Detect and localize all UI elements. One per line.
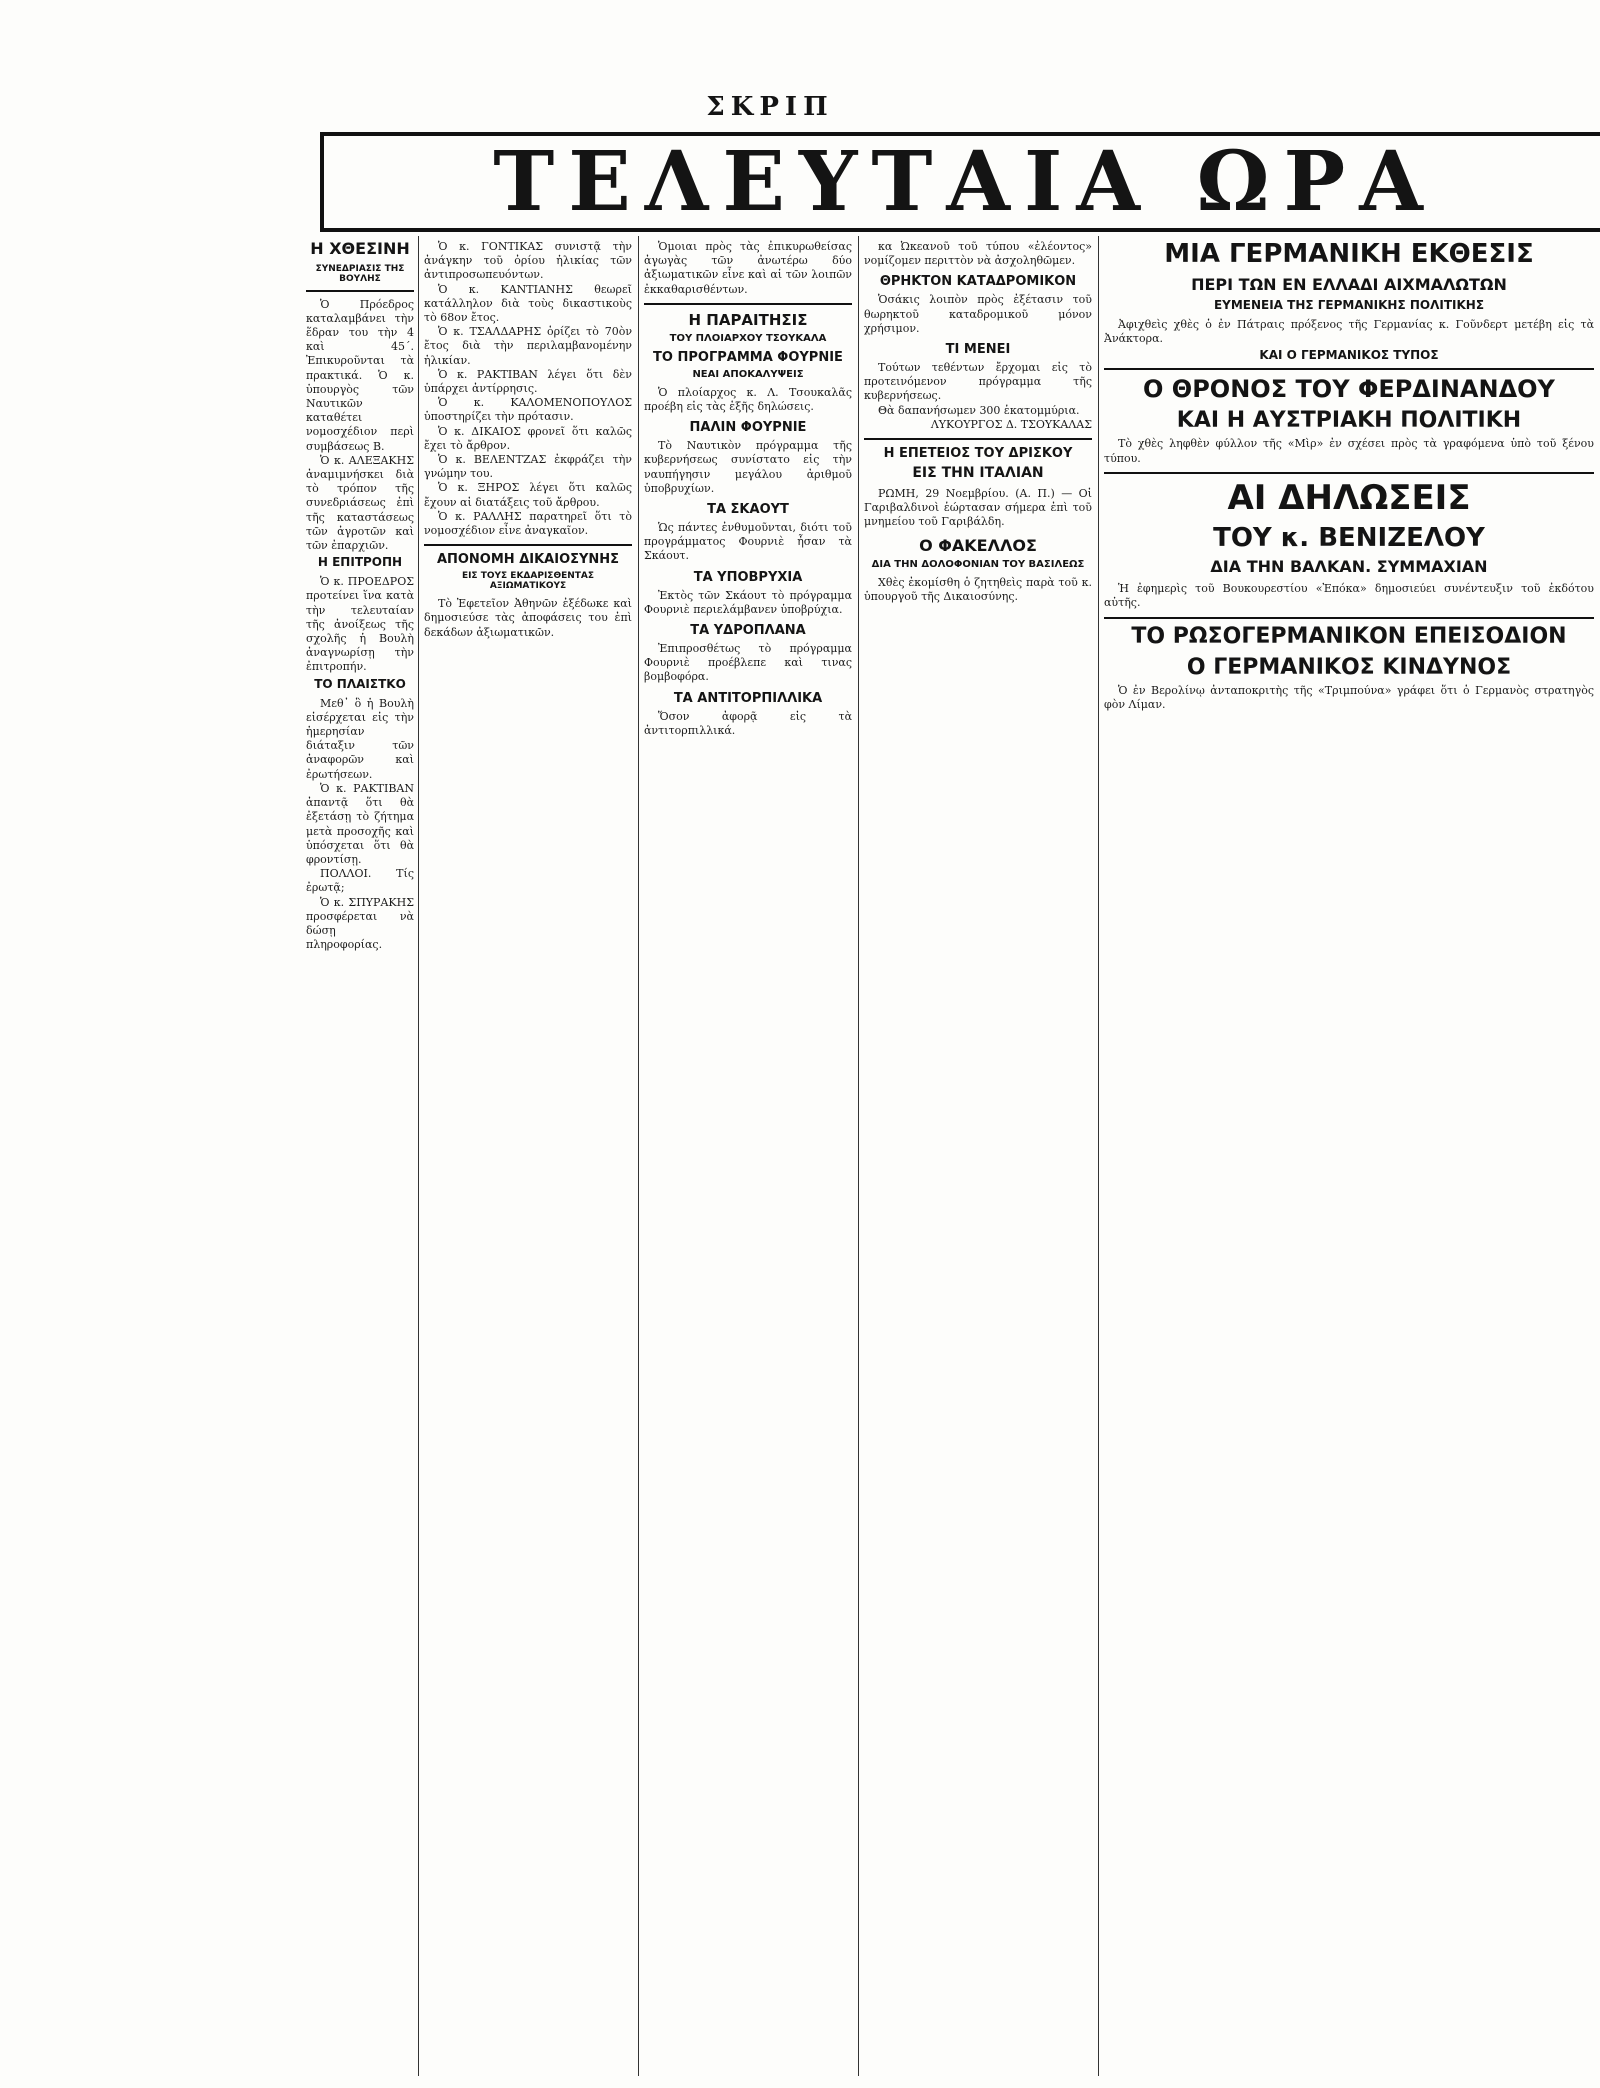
col1-paragraph: Ὁ κ. ΑΛΕΞΑΚΗΣ ἀναμιμνήσκει διὰ τὸ τρόπον τῆς συνεδριάσεως ἐπὶ τῆς καταστάσεως τῶν ἀγροτῶν καὶ τῶν ἐπαρχιῶν.	[306, 453, 414, 553]
masthead: ΣΚΡΙΠ	[706, 92, 834, 122]
col3-heading: ΤΑ ΥΠΟΒΡΥΧΙΑ	[693, 569, 803, 585]
col5-subheading: ΠΕΡΙ ΤΩΝ ΕΝ ΕΛΛΑΔΙ ΑΙΧΜΑΛΩΤΩΝ	[1191, 274, 1507, 294]
col1-title: Η ΧΘΕΣΙΝΗ	[310, 240, 410, 258]
col3-paragraph: Ὅσον ἀφορᾷ εἰς τὰ ἀντιτορπιλλικά.	[644, 709, 852, 737]
col3-heading: ΠΑΛΙΝ ΦΟΥΡΝΙΕ	[689, 420, 807, 436]
col1-heading: Η ΕΠΙΤΡΟΠΗ	[317, 555, 403, 570]
col3-paragraph: Τὸ Ναυτικὸν πρόγραμμα τῆς κυβερνήσεως συνίστατο εἰς τὴν ναυπήγησιν μεγάλου ἀριθμοῦ ὑποβρυχίων.	[644, 439, 852, 495]
col1-paragraph: Μεθ᾽ ὃ ἡ Βουλὴ εἰσέρχεται εἰς τὴν ἡμερησίαν διάταξιν τῶν ἀναφορῶν καὶ ἐρωτήσεων.	[306, 696, 414, 781]
rule	[424, 544, 632, 546]
column-4	[864, 240, 1092, 604]
col4-heading: ΘΡΗΚΤΟΝ ΚΑΤΑΔΡΟΜΙΚΟΝ	[879, 274, 1077, 290]
col5-paragraph: Ἀφιχθεὶς χθὲς ὁ ἐν Πάτραις πρόξενος τῆς Γερμανίας κ. Γοῦνδερτ μετέβη εἰς τὰ Ἀνάκτορα.	[1104, 317, 1594, 345]
col2-subheading: ΕΙΣ ΤΟΥΣ ΕΚΔΑΡΙΣΘΕΝΤΑΣ ΑΞΙΩΜΑΤΙΚΟΥΣ	[461, 571, 595, 592]
col5-heading: ΜΙΑ ΓΕΡΜΑΝΙΚΗ ΕΚΘΕΣΙΣ	[1164, 240, 1534, 269]
col2-paragraph: Ὁ κ. ΡΑΛΛΗΣ παρατηρεῖ ὅτι τὸ νομοσχέδιον εἶνε ἀναγκαῖον.	[424, 509, 632, 538]
col5-subheading: ΕΥΜΕΝΕΙΑ ΤΗΣ ΓΕΡΜΑΝΙΚΗΣ ΠΟΛΙΤΙΚΗΣ	[1213, 297, 1485, 312]
banner	[320, 132, 1600, 232]
col2-paragraph: Τὸ Ἐφετεῖον Ἀθηνῶν ἐξέδωκε καὶ δημοσιεύσε τὰς ἀποφάσεις του ἐπὶ δεκάδων ἀξιωματικῶν.	[424, 597, 632, 639]
col4-paragraph: Τούτων τεθέντων ἔρχομαι εἰς τὸ προτεινόμενον πρόγραμμα τῆς κυβερνήσεως.	[864, 361, 1092, 403]
col2-paragraph: Ὁ κ. ΔΙΚΑΙΟΣ φρονεῖ ὅτι καλῶς ἔχει τὸ ἄρθρον.	[424, 424, 632, 452]
column-3	[644, 240, 852, 738]
col5-heading: ΑΙ ΔΗΛΩΣΕΙΣ	[1227, 477, 1471, 518]
rule	[1104, 617, 1594, 619]
col4-subheading: ΔΙΑ ΤΗΝ ΔΟΛΟΦΟΝΙΑΝ ΤΟΥ ΒΑΣΙΛΕΩΣ	[871, 558, 1085, 570]
col4-heading: Ο ΦΑΚΕΛΛΟΣ	[919, 535, 1037, 555]
col2-paragraph: Ὁ κ. ΚΑΛΟΜΕΝΟΠΟΥΛΟΣ ὑποστηρίζει τὴν πρότασιν.	[424, 396, 632, 424]
column-divider	[638, 236, 639, 2076]
col4-paragraph: Ὁσάκις λοιπὸν πρὸς ἐξέτασιν τοῦ θωρηκτοῦ καταδρομικοῦ μόνον χρήσιμον.	[864, 293, 1092, 335]
col5-subheading: ΚΑΙ Η ΑΥΣΤΡΙΑΚΗ ΠΟΛΙΤΙΚΗ	[1176, 408, 1522, 434]
rule	[306, 290, 414, 292]
col5-paragraph: Ὁ ἐν Βερολίνῳ ἀνταποκριτὴς τῆς «Τριμπούνα» γράφει ὅτι ὁ Γερμανὸς στρατηγὸς φὸν Λίμαν.	[1104, 683, 1594, 711]
rule	[644, 303, 852, 305]
col5-paragraph: Ἡ ἐφημερὶς τοῦ Βουκουρεστίου «Ἐπόκα» δημοσιεύει συνέντευξιν τοῦ ἐκδότου αὐτῆς.	[1104, 582, 1594, 610]
col2-paragraph: Ὁ κ. ΤΣΑΛΔΑΡΗΣ ὁρίζει τὸ 70ὸν ἔτος διὰ τὴν περιλαμβανομένην ἡλικίαν.	[424, 325, 632, 367]
col3-paragraph: Ὁμοιαι πρὸς τὰς ἐπικυρωθείσας ἀγωγὰς τῶν ἀνωτέρω δύο ἀξιωματικῶν εἶνε καὶ αἱ τῶν λοιπῶν ἐκκαθαρισθέντων.	[644, 240, 852, 296]
rule	[864, 438, 1092, 440]
col4-signature: ΛΥΚΟΥΡΓΟΣ Δ. ΤΣΟΥΚΑΛΑΣ	[930, 417, 1092, 431]
column-1	[306, 240, 414, 952]
col1-paragraph: Ὁ Πρόεδρος καταλαμβάνει τὴν ἕδραν του τὴν 4 καὶ 45΄. Ἐπικυροῦνται τὰ πρακτικά. Ὁ κ. ὑπουργὸς τῶν Ναυτικῶν καταθέτει νομοσχέδιον περὶ συμβάσεως Β.	[306, 297, 414, 453]
col1-subtitle: ΣΥΝΕΔΡΙΑΣΙΣ ΤΗΣ ΒΟΥΛΗΣ	[315, 263, 405, 284]
banner-title: ΤΕΛΕΥΤΑΙΑ ΩΡΑ	[493, 134, 1437, 230]
column-divider	[858, 236, 859, 2076]
col2-paragraph: Ὁ κ. ΓΟΝΤΙΚΑΣ συνιστᾷ τὴν ἀνάγκην τοῦ ὀρίου ἡλικίας τῶν ἀντιπροσωπευόντων.	[424, 240, 632, 282]
col5-subheading: ΔΙΑ ΤΗΝ ΒΑΛΚΑΝ. ΣΥΜΜΑΧΙΑΝ	[1210, 557, 1488, 577]
col2-heading: ΑΠΟΝΟΜΗ ΔΙΚΑΙΟΣΥΝΗΣ	[436, 552, 620, 568]
col1-paragraph: Ὁ κ. ΡΑΚΤΙΒΑΝ ἀπαντᾷ ὅτι θὰ ἐξετάσῃ τὸ ζήτημα μετὰ προσοχῆς καὶ ὑπόσχεται ὅτι θὰ φροντίσῃ.	[306, 781, 414, 866]
col5-paragraph: Τὸ χθὲς ληφθὲν φύλλον τῆς «Μὶρ» ἐν σχέσει πρὸς τὰ γραφόμενα ὑπὸ τοῦ ξένου τύπου.	[1104, 437, 1594, 465]
col4-paragraph: Χθὲς ἐκομίσθη ὁ ζητηθεὶς παρὰ τοῦ κ. ὑπουργοῦ τῆς Δικαιοσύνης.	[864, 575, 1092, 603]
col1-heading: ΤΟ ΠΛΑΙΣΤΚΟ	[314, 676, 406, 691]
column-5	[1104, 240, 1594, 712]
col3-heading: ΤΟ ΠΡΟΓΡΑΜΜΑ ΦΟΥΡΝΙΕ	[653, 349, 843, 365]
col2-paragraph: Ὁ κ. ΚΑΝΤΙΑΝΗΣ θεωρεῖ κατάλληλον διὰ τοὺς δικαστικοὺς τὸ 68ον ἔτος.	[424, 282, 632, 325]
col1-paragraph: Ὁ κ. ΣΠΥΡΑΚΗΣ προσφέρεται νὰ δώσῃ πληροφορίας.	[306, 895, 414, 952]
col3-paragraph: Ἐκτὸς τῶν Σκάουτ τὸ πρόγραμμα Φουρνιὲ περιελάμβανεν ὑποβρύχια.	[644, 588, 852, 616]
col3-heading: ΤΑ ΑΝΤΙΤΟΡΠΙΛΛΙΚΑ	[673, 690, 823, 706]
column-divider	[418, 236, 419, 2076]
col4-heading: Η ΕΠΕΤΕΙΟΣ ΤΟΥ ΔΡΙΣΚΟΥ	[883, 446, 1073, 462]
col3-heading: ΤΑ ΣΚΑΟΥΤ	[707, 502, 789, 518]
col5-subheading: ΤΟΥ κ. ΒΕΝΙΖΕΛΟΥ	[1213, 523, 1485, 554]
column-divider	[1098, 236, 1099, 2076]
col4-paragraph: ΡΩΜΗ, 29 Νοεμβρίου. (Α. Π.) — Οἱ Γαριβαλδινοὶ ἑώρτασαν σήμερα ἐπὶ τοῦ μνημείου τοῦ Γαριβάλδη.	[864, 487, 1092, 529]
col5-subheading: Ο ΓΕΡΜΑΝΙΚΟΣ ΚΙΝΔΥΝΟΣ	[1186, 654, 1512, 680]
column-2	[424, 240, 632, 640]
col3-paragraph: Ἐπιπροσθέτως τὸ πρόγραμμα Φουρνιὲ προέβλεπε καὶ τινας βομβοφόρα.	[644, 642, 852, 684]
col3-heading: Η ΠΑΡΑΙΤΗΣΙΣ	[688, 310, 808, 329]
col2-paragraph: Ὁ κ. ΞΗΡΟΣ λέγει ὅτι καλῶς ἔχουν αἱ διατάξεις τοῦ ἄρθρου.	[424, 481, 632, 509]
col1-paragraph: Ὁ κ. ΠΡΟΕΔΡΟΣ προτείνει ἵνα κατὰ τὴν τελευταίαν τῆς ἀνοίξεως τῆς σχολῆς ἡ Βουλὴ ἀναγνωρίσῃ τὴν ἐπιτροπήν.	[306, 575, 414, 674]
col2-paragraph: Ὁ κ. ΒΕΛΕΝΤΖΑΣ ἐκφράζει τὴν γνώμην του.	[424, 453, 632, 481]
col4-subheading: ΕΙΣ ΤΗΝ ΙΤΑΛΙΑΝ	[912, 465, 1044, 482]
col5-subheading: ΚΑΙ Ο ΓΕΡΜΑΝΙΚΟΣ ΤΥΠΟΣ	[1259, 348, 1439, 362]
col5-heading: ΤΟ ΡΩΣΟΓΕΡΜΑΝΙΚΟΝ ΕΠΕΙΣΟΔΙΟΝ	[1131, 623, 1567, 649]
col2-paragraph: Ὁ κ. ΡΑΚΤΙΒΑΝ λέγει ὅτι δὲν ὑπάρχει ἀντίρρησις.	[424, 367, 632, 396]
col5-heading: Ο ΘΡΟΝΟΣ ΤΟΥ ΦΕΡΔΙΝΑΝΔΟΥ	[1143, 375, 1555, 403]
col3-heading: ΤΑ ΥΔΡΟΠΛΑΝΑ	[690, 623, 806, 639]
col4-paragraph: κα Ὠκεανοῦ τοῦ τύπου «ἐλέοντος» νομίζομεν περιττὸν νὰ ἀσχοληθῶμεν.	[864, 240, 1092, 268]
col3-subheading: ΤΟΥ ΠΛΟΙΑΡΧΟΥ ΤΣΟΥΚΑΛΑ	[669, 332, 827, 344]
col4-heading: ΤΙ ΜΕΝΕΙ	[945, 342, 1011, 358]
rule	[1104, 368, 1594, 370]
col3-paragraph: Ὁ πλοίαρχος κ. Λ. Τσουκαλᾶς προέβη εἰς τὰς ἑξῆς δηλώσεις.	[644, 385, 852, 414]
col3-subheading: ΝΕΑΙ ΑΠΟΚΑΛΥΨΕΙΣ	[692, 368, 804, 380]
col4-paragraph: Θὰ δαπανήσωμεν 300 ἑκατομμύρια.	[878, 403, 1080, 417]
rule	[1104, 472, 1594, 474]
col1-paragraph: ΠΟΛΛΟΙ. Τίς ἐρωτᾷ;	[306, 867, 414, 895]
col3-paragraph: Ὡς πάντες ἐνθυμοῦνται, διότι τοῦ προγράμματος Φουρνιὲ ἦσαν τὰ Σκάουτ.	[644, 521, 852, 563]
